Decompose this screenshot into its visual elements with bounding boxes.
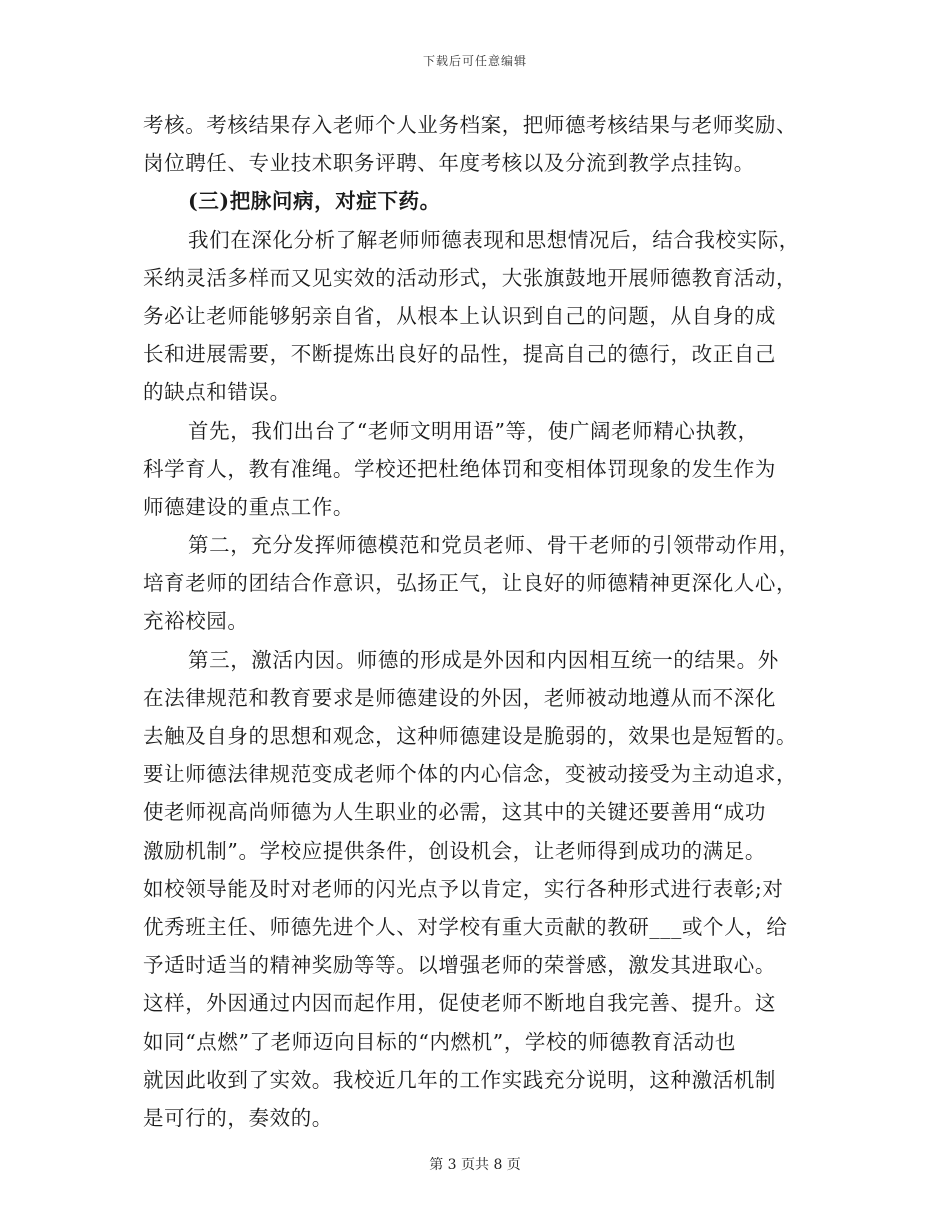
body-line: 第三，激活内因。师德的形成是外因和内因相互统一的结果。外: [188, 647, 779, 672]
body-line: 使老师视高尚师德为人生职业的必需，这其中的关键还要善用“成功: [143, 800, 766, 825]
body-line: 岗位聘任、专业技术职务评聘、年度考核以及分流到教学点挂钩。: [143, 151, 755, 176]
page-number: 第 3 页共 8 页: [429, 1157, 521, 1173]
body-line: 首先，我们出台了“老师文明用语”等，使广阔老师精心执教，: [188, 418, 759, 443]
body-line: 考核。考核结果存入老师个人业务档案，把师德考核结果与老师奖励、: [143, 113, 798, 137]
body-line: 科学育人，教有准绳。学校还把杜绝体罚和变相体罚现象的发生作为: [143, 456, 776, 481]
body-line: 如同“点燃”了老师迈向目标的“内燃机”，学校的师德教育活动也: [143, 1029, 736, 1054]
body-line: 去触及自身的思想和观念，这种师德建设是脆弱的，效果也是短暂的。: [143, 724, 798, 748]
body-line: 培育老师的团结合作意识，弘扬正气，让良好的师德精神更深化人心，: [143, 571, 798, 596]
body-line: 这样，外因通过内因而起作用，促使老师不断地自我完善、提升。这: [143, 991, 776, 1016]
body-line: 就因此收到了实效。我校近几年的工作实践充分说明，这种激活机制: [143, 1067, 776, 1092]
body-line: 师德建设的重点工作。: [143, 494, 354, 519]
body-line: 充裕校园。: [143, 609, 249, 634]
body-line: 务必让老师能够躬亲自省，从根本上认识到自己的问题，从自身的成: [143, 303, 776, 328]
body-line: 激励机制”。学校应提供条件，创设机会，让老师得到成功的满足。: [143, 838, 766, 863]
body-line: 如校领导能及时对老师的闪光点予以肯定，实行各种形式进行表彰;对: [143, 876, 784, 901]
body-line: 是可行的，奏效的。: [143, 1105, 333, 1130]
body-line: 采纳灵活多样而又见实效的活动形式，大张旗鼓地开展师德教育活动，: [143, 265, 798, 290]
section-heading: (三)把脉问病，对症下药。: [188, 189, 441, 214]
body-line: 在法律规范和教育要求是师德建设的外因，老师被动地遵从而不深化: [143, 685, 776, 710]
body-line: 我们在深化分析了解老师师德表现和思想情况后，结合我校实际，: [188, 227, 800, 252]
body-line: 要让师德法律规范变成老师个体的内心信念，变被动接受为主动追求，: [143, 762, 798, 787]
body-line: 第二，充分发挥师德模范和党员老师、骨干老师的引领带动作用，: [188, 533, 800, 558]
page-header: 下载后可任意编辑: [422, 54, 527, 68]
body-line: 予适时适当的精神奖励等等。以增强老师的荣誉感，激发其进取心。: [143, 953, 776, 978]
body-line: 的缺点和错误。: [143, 380, 291, 405]
body-line: 优秀班主任、师德先进个人、对学校有重大贡献的教研___或个人，给: [143, 914, 788, 939]
body-line: 长和进展需要，不断提炼出良好的品性，提高自己的德行，改正自己: [143, 342, 776, 367]
document-body: [143, 106, 807, 1137]
